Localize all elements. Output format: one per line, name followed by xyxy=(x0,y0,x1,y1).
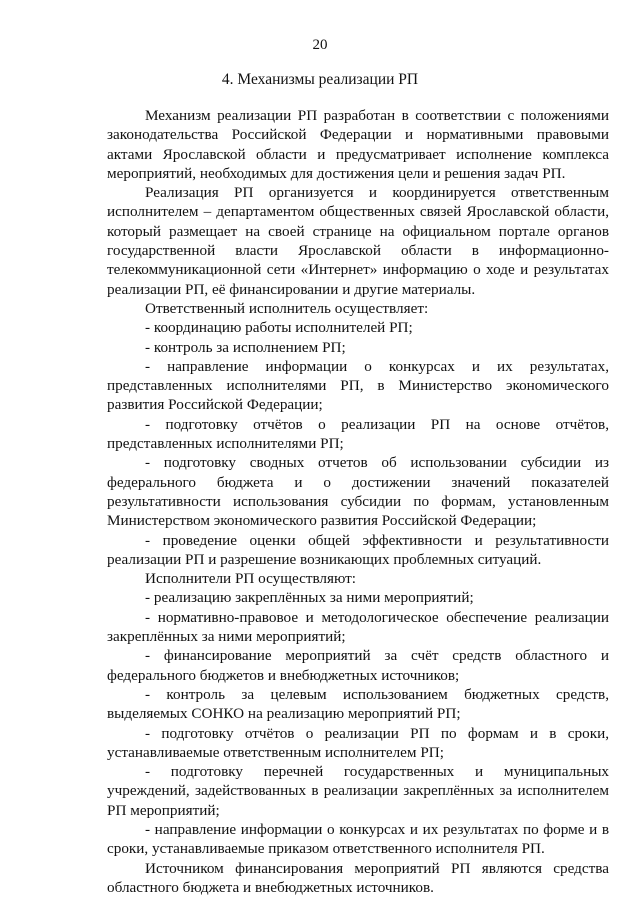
list-item: - координацию работы исполнителей РП; xyxy=(145,319,413,337)
section-heading: 4. Механизмы реализации РП xyxy=(221,71,419,88)
paragraph: Исполнители РП осуществляют: xyxy=(145,570,356,588)
list-item: - нормативно-правовое и методологическое обеспечение реализации закреплённых за ними мероприятий; xyxy=(107,608,609,646)
list-item: - подготовку перечней государственных и муниципальных учреждений, задействованных в реализации закреплённых за исполнителем РП мероприятий; xyxy=(107,763,609,819)
list-item: - подготовку отчётов о реализации РП на основе отчётов, представленных исполнителями РП; xyxy=(107,415,609,453)
list-item: - проведение оценки общей эффективности и результативности реализации РП и разрешение возникающих проблемных ситуаций. xyxy=(107,531,609,568)
list-item: - контроль за целевым использованием бюджетных средств, выделяемых СОНКО на реализацию мероприятий РП; xyxy=(107,685,609,723)
page-number: 20 xyxy=(312,37,328,53)
paragraph: Ответственный исполнитель осуществляет: xyxy=(145,299,429,317)
list-item: - контроль за исполнением РП; xyxy=(145,338,346,356)
document-body xyxy=(107,106,609,897)
list-item: - реализацию закреплённых за ними мероприятий; xyxy=(145,589,474,607)
list-item: - направление информации о конкурсах и их результатах по форме и в сроки, устанавливаемые приказом ответственного исполнителя РП. xyxy=(107,820,609,858)
list-item: - подготовку сводных отчетов об использовании субсидии из федерального бюджета и о достижении значений показателей результативности использования субсидии по формам, установленным Министерством экономического развития Российской Федерации; xyxy=(107,454,609,530)
paragraph: Реализация РП организуется и координируется ответственным исполнителем – департаментом общественных связей Ярославской области, который размещает на своей странице на официальном портале органов государственной власти Ярославской области в информационно-телекоммуникационной сети «Интернет» информацию о ходе и результатах реализации РП, её финансировании и другие материалы. xyxy=(107,184,609,298)
list-item: - подготовку отчётов о реализации РП по формам и в сроки, устанавливаемые ответственным исполнителем РП; xyxy=(107,724,609,761)
list-item: - направление информации о конкурсах и их результатах, представленных исполнителями РП, в Министерство экономического развития Российской Федерации; xyxy=(107,357,609,414)
list-item: - финансирование мероприятий за счёт средств областного и федерального бюджетов и внебюджетных источников; xyxy=(107,647,609,684)
paragraph: Механизм реализации РП разработан в соответствии с положениями законодательства Российской Федерации и нормативными правовыми актами Ярославской области и предусматривает исполнение комплекса мероприятий, необходимых для достижения цели и решения задач РП. xyxy=(107,107,609,182)
paragraph: Источником финансирования мероприятий РП являются средства областного бюджета и внебюджетных источников. xyxy=(107,859,609,896)
